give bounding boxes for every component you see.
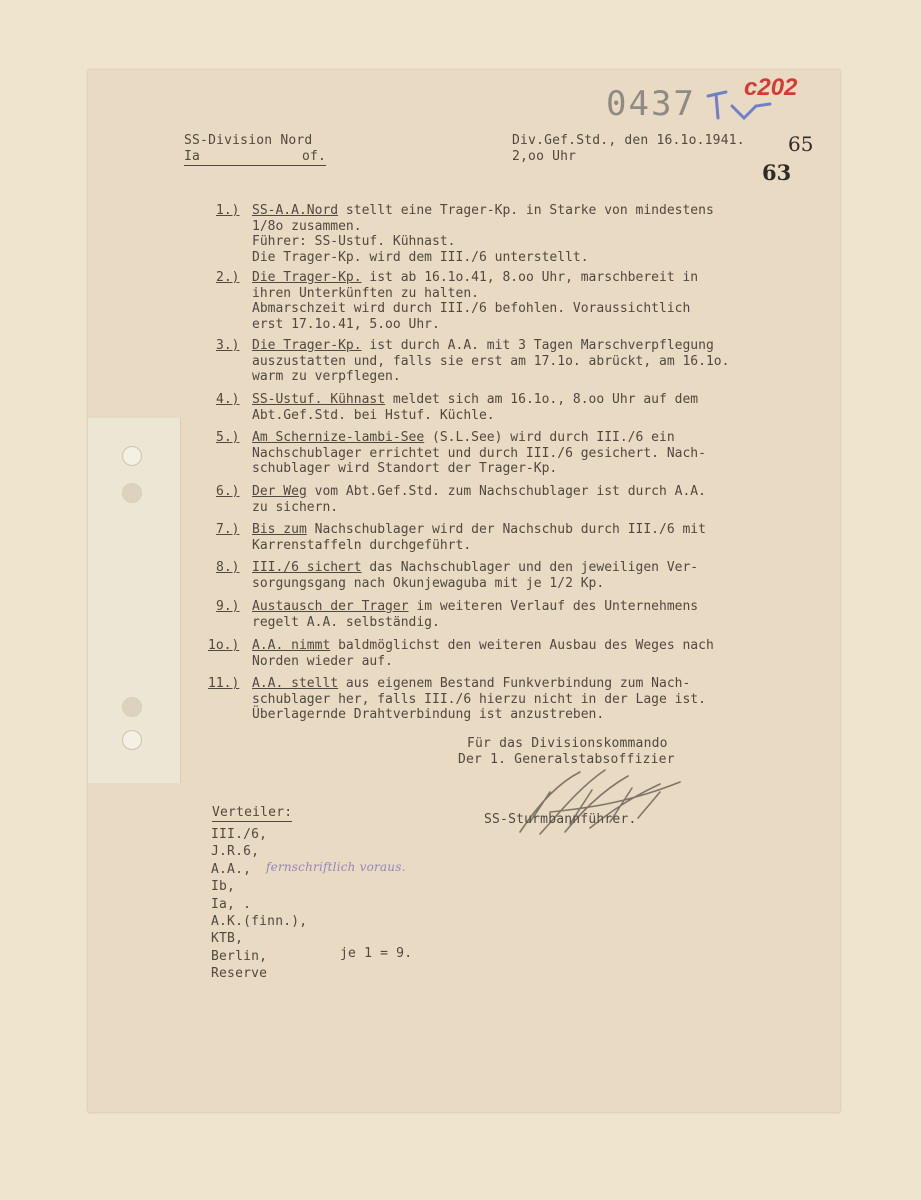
handwritten-note: fernschriftlich voraus. [266,860,406,874]
order-line [216,317,698,333]
order-text: warm zu verpflegen. [252,369,401,384]
order-lead: Der Weg [252,484,307,499]
order-line [216,369,729,385]
order-line [216,286,698,302]
distribution-entry: Berlin, [211,948,268,964]
order-item [216,599,698,630]
order-line [216,461,706,477]
order-line [216,560,698,576]
red-archive-mark: c202 [744,74,798,101]
order-number: 1o.) [208,638,240,653]
order-lead: Die Trager-Kp. [252,270,362,285]
order-number: 7.) [216,522,240,537]
order-item [216,522,706,553]
order-item [216,203,714,265]
sender-unit: SS-Division Nord [184,133,313,148]
order-line [216,430,706,446]
signature-line-1: Für das Divisionskommando [467,736,668,751]
order-text: regelt A.A. selbständig. [252,614,440,630]
date-place: Div.Gef.Std., den 16.1o.1941. [512,133,745,148]
order-lead: Austausch der Trager [252,599,409,614]
order-lead: Bis zum [252,522,307,537]
order-item [216,560,698,591]
order-number: 3.) [216,338,240,353]
order-text: baldmöglichst den weiteren Ausbau des Weges nach [338,638,714,653]
order-text: Karrenstaffeln durchgeführt. [252,537,472,553]
punch-hole-bottom [122,730,142,750]
order-lead: A.A. stellt [252,676,339,691]
order-item [216,484,706,515]
order-text: zu sichern. [252,499,339,515]
handwritten-signature [510,762,690,842]
distribution-entry: Ib, [211,879,236,895]
order-lead: Am Schernize-lambi-See [252,430,425,445]
archive-number-stamp: 0437 [606,84,696,124]
order-number: 8.) [216,560,240,575]
order-text: meldet sich am 16.1o., 8.oo Uhr auf dem [392,392,699,407]
order-text: aus eigenem Bestand Funkverbindung zum Nach- [345,676,691,691]
punch-hole-top [122,446,142,466]
distribution-entry: Ia, . [211,896,252,912]
order-line [216,338,729,354]
signature-rank: SS-Sturmbannführer. [484,812,637,827]
order-line [216,234,714,250]
distribution-entry: KTB, [211,931,244,947]
order-text: ihren Unterkünften zu halten. [252,285,479,301]
order-line [216,599,698,615]
order-text: (S.L.See) wird durch III./6 ein [432,430,675,445]
order-line [216,500,706,516]
order-text: stellt eine Trager-Kp. in Starke von mindestens [345,203,714,218]
order-lead: SS-A.A.Nord [252,203,339,218]
order-line [208,654,714,670]
distribution-total: je 1 = 9. [340,946,413,961]
page-number-65: 65 [788,132,814,156]
order-text: Nachschublager wird der Nachschub durch III./6 mit [314,522,706,537]
order-lead: Die Trager-Kp. [252,338,362,353]
order-number: 5.) [216,430,240,445]
distribution-title: Verteiler: [212,805,293,820]
order-number: 2.) [216,270,240,285]
distribution-entry: III./6, [211,827,268,842]
order-line [216,446,706,462]
date-time: 2,oo Uhr [512,149,577,164]
order-text: Abt.Gef.Std. bei Hstuf. Küchle. [252,407,495,423]
sender-office-ia: Ia [184,149,302,166]
order-line [208,707,706,723]
order-text: schublager wird Standort der Trager-Kp. [252,461,558,476]
order-lead: III./6 sichert [252,560,362,575]
order-lead: SS-Ustuf. Kühnast [252,392,386,407]
order-number: 11.) [208,676,240,691]
order-text: das Nachschublager und den jeweiligen Ver- [369,560,699,575]
order-lead: A.A. nimmt [252,638,331,653]
order-item [216,338,729,385]
order-line [216,301,698,317]
order-line [216,522,706,538]
order-text: im weiteren Verlauf des Unternehmens [416,599,699,614]
order-line [216,576,698,592]
order-number: 9.) [216,599,240,614]
binding-tab [88,418,181,783]
order-line [216,219,714,235]
punch-hole-faint-2 [122,697,142,717]
order-text: erst 17.1o.41, 5.oo Uhr. [252,316,440,332]
order-line [216,203,714,219]
order-text: Die Trager-Kp. wird dem III./6 unterstellt. [252,249,589,265]
order-text: Führer: SS-Ustuf. Kühnast. [252,234,456,249]
order-text: vom Abt.Gef.Std. zum Nachschublager ist durch A.A. [314,484,706,499]
order-line [216,392,698,408]
order-text: 1/8o zusammen. [252,218,362,234]
distribution-entry: A.A., [211,861,252,877]
order-line [216,250,714,266]
order-line [216,538,706,554]
order-line [216,615,698,631]
order-item [216,430,706,477]
order-text: schublager her, falls III./6 hierzu nicht in der Lage ist. [252,691,706,707]
order-line [208,692,706,708]
order-item [216,392,698,423]
order-item [216,270,698,332]
distribution-entry: J.R.6, [211,844,260,860]
order-number: 1.) [216,203,240,218]
order-text: Nachschublager errichtet und durch III./6 gesichert. Nach- [252,445,706,461]
order-number: 4.) [216,392,240,407]
order-text: auszustatten und, falls sie erst am 17.1o. abrückt, am 16.1o. [252,353,730,369]
order-item [208,676,706,723]
order-line [216,270,698,286]
order-line [208,676,706,692]
order-line [216,408,698,424]
order-number: 6.) [216,484,240,499]
order-text: Überlagernde Drahtverbindung ist anzustreben. [252,707,605,722]
order-line [208,638,714,654]
order-text: Abmarschzeit wird durch III./6 befohlen. Voraussichtlich [252,301,691,316]
order-text: ist ab 16.1o.41, 8.oo Uhr, marschbereit in [369,270,699,285]
distribution-entry: Reserve [211,966,268,982]
order-line [216,354,729,370]
page-number-63: 63 [762,160,792,185]
order-text: sorgungsgang nach Okunjewaguba mit je 1/2 Kp. [252,575,605,591]
order-text: ist durch A.A. mit 3 Tagen Marschverpflegung [369,338,714,353]
order-text: Norden wieder auf. [252,653,393,669]
signature-line-2: Der 1. Generalstabsoffizier [458,752,675,767]
order-item [208,638,714,669]
punch-hole-faint-1 [122,483,142,503]
order-line [216,484,706,500]
distribution-entry: A.K.(finn.), [211,914,308,929]
sender-office-of: of. [302,149,327,164]
